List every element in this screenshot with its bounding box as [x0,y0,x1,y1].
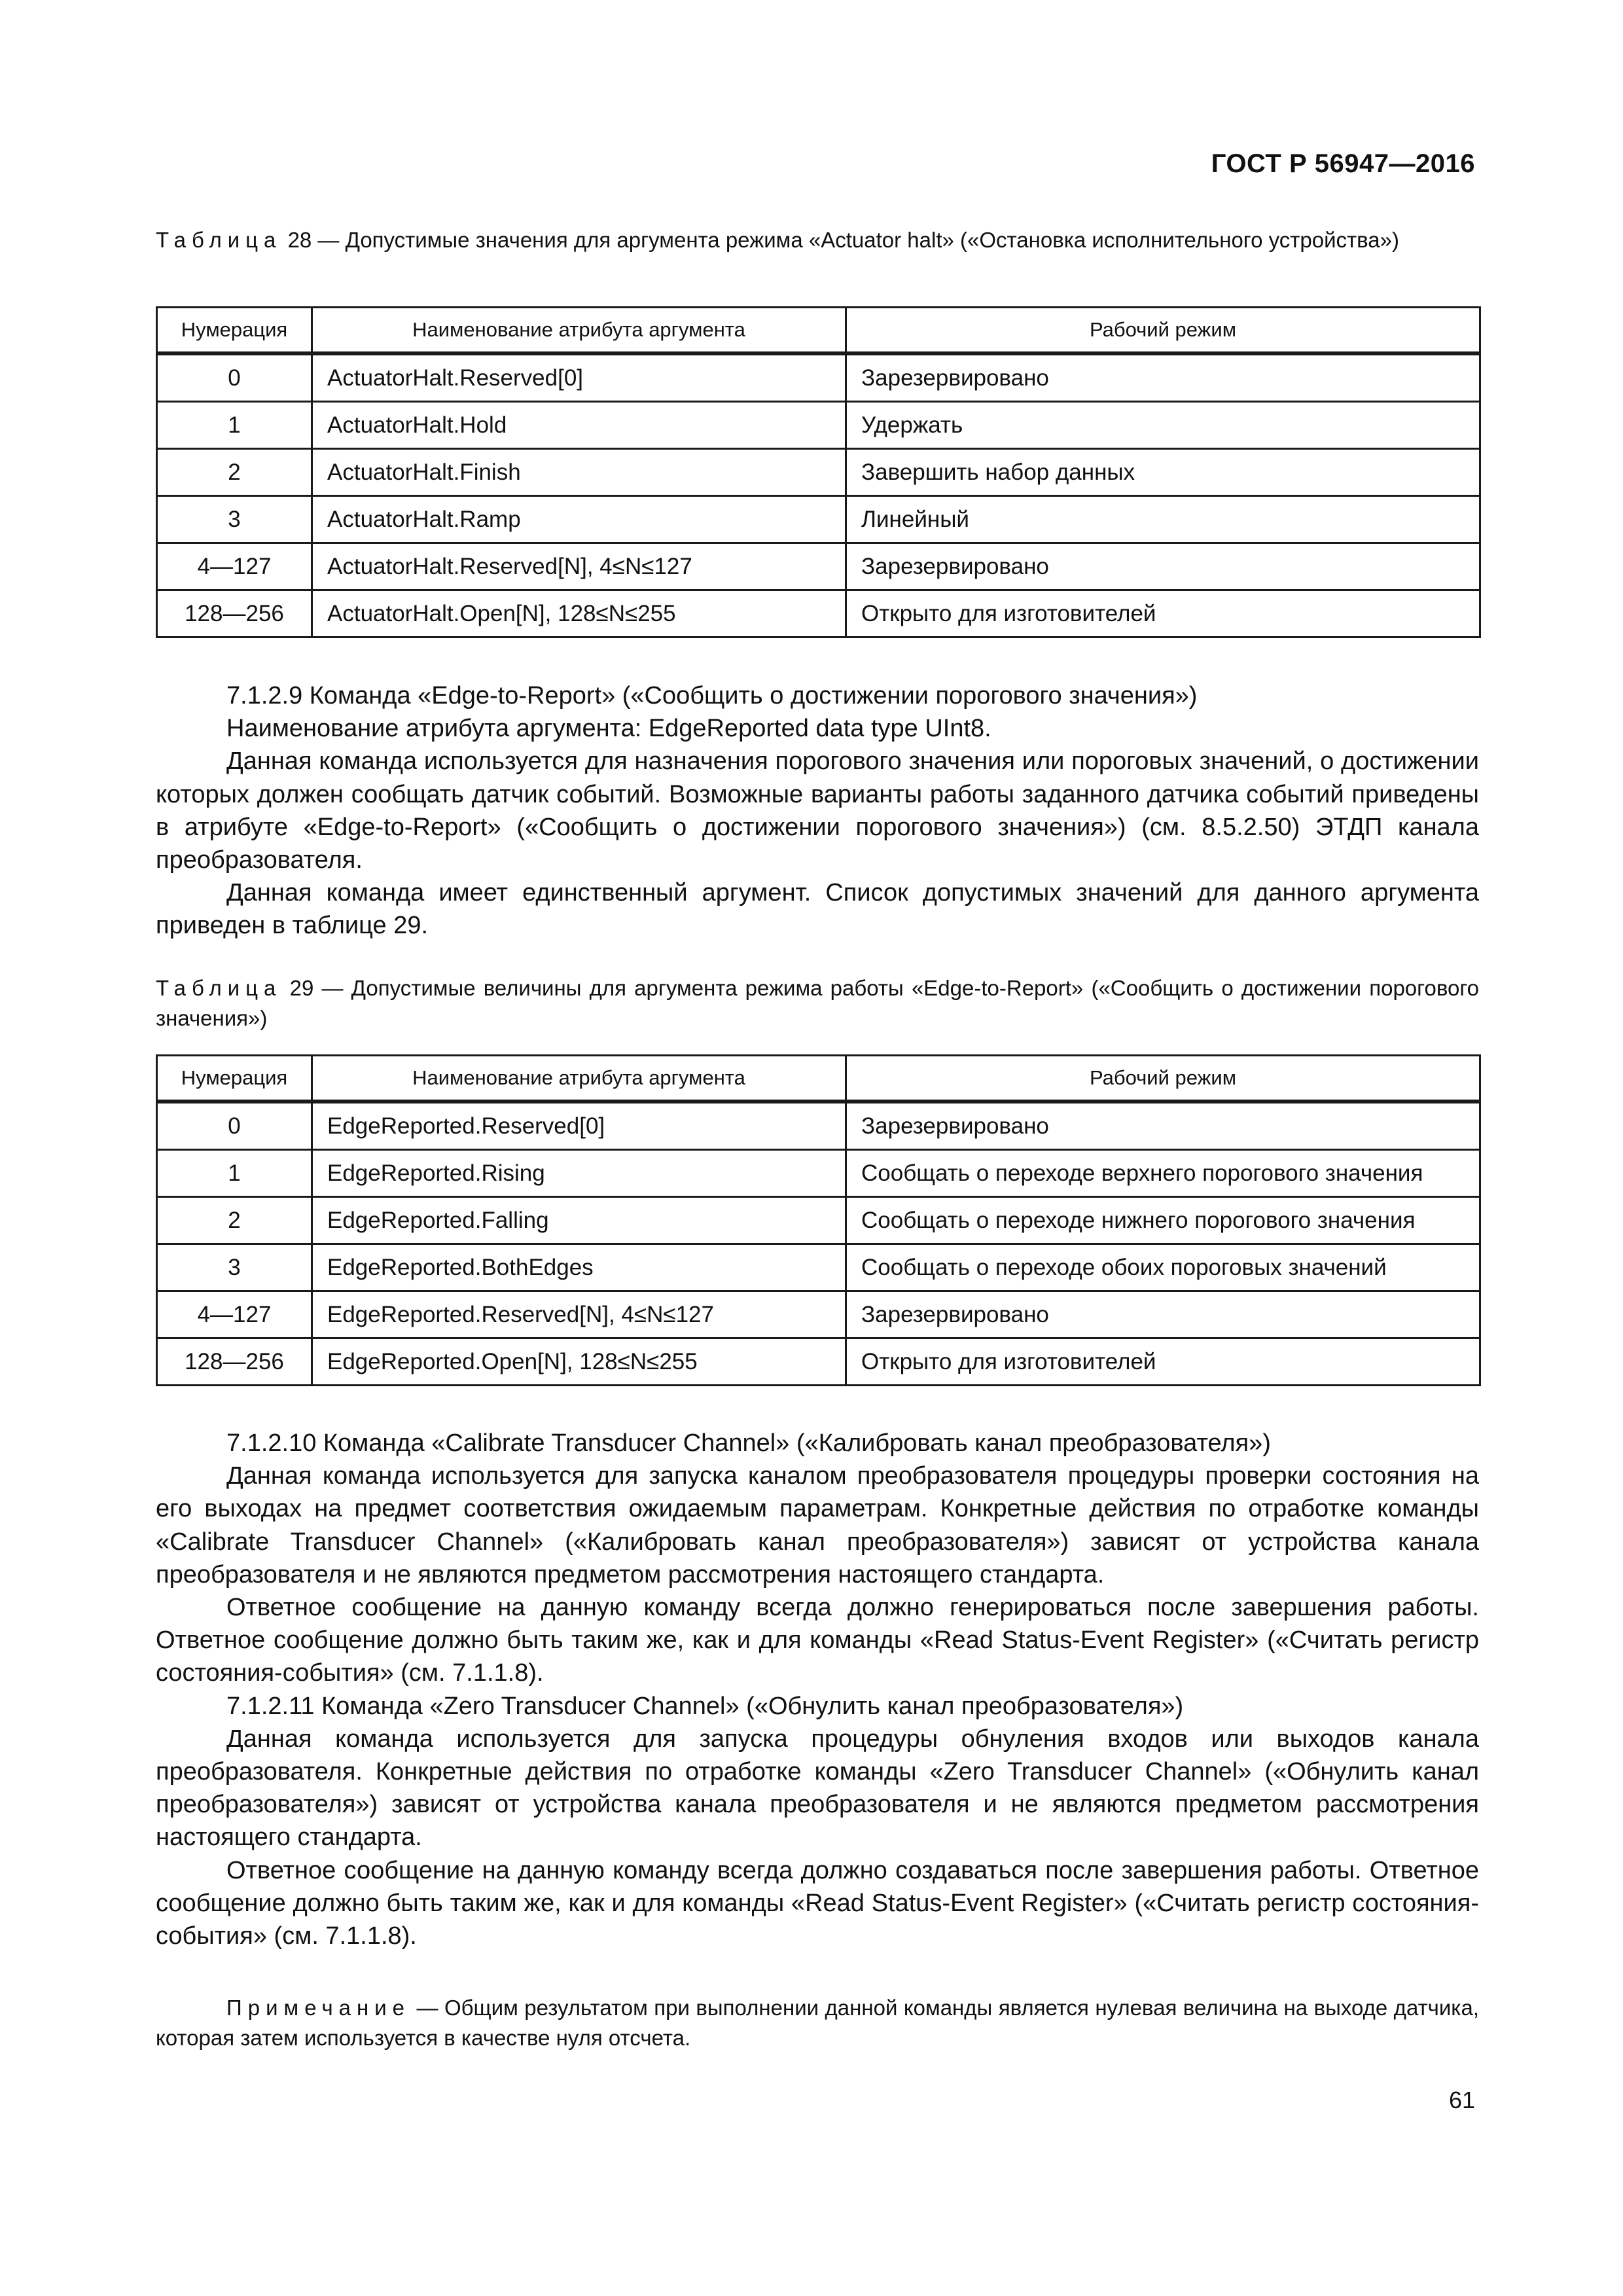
table-cell-attribute: EdgeReported.Falling [312,1197,846,1244]
table-cell-mode: Удержать [846,402,1480,449]
note-label: Примечание [226,1996,411,2020]
table29-caption-text: 29 — Допустимые величины для аргумента режима работы «Edge-to-Report» («Сообщить о достижении порогового значения») [156,976,1479,1030]
paragraph: Данная команда используется для запуска каналом преобразователя процедуры проверки состояния на его выходах на предмет соответствия ожидаемым параметрам. Конкретные действия по отработке команды «Calibrate Transducer Channel» («Калибровать канал преобразователя») зависят от устройства канала преобразователя и не являются предметом рассмотрения настоящего стандарта. [156,1462,1480,1588]
table-cell-mode: Завершить набор данных [846,449,1480,496]
table-cell-number: 0 [157,353,312,402]
table-row [157,1102,1480,1150]
table-cell-number: 3 [157,496,312,543]
table29 [156,1054,1481,1386]
section-heading: 7.1.2.10 Команда «Calibrate Transducer Channel» («Калибровать канал преобразователя») [226,1429,1271,1457]
table-cell-number: 128—256 [157,590,312,637]
table-row [157,496,1480,543]
table28-col-operating-mode: Рабочий режим [846,308,1480,354]
table-row [157,543,1480,590]
section-heading: 7.1.2.11 Команда «Zero Transducer Channel» («Обнулить канал преобразователя») [226,1692,1184,1720]
paragraph: Данная команда имеет единственный аргумент. Список допустимых значений для данного аргумента приведен в таблице 29. [156,879,1479,940]
table29-header-row [157,1056,1480,1102]
table-cell-mode: Зарезервировано [846,353,1480,402]
table-cell-number: 0 [157,1102,312,1150]
table-cell-number: 1 [157,1150,312,1197]
section-7-1-2-9 [156,679,1479,942]
page-number: 61 [1448,2087,1475,2113]
table-cell-attribute: ActuatorHalt.Hold [312,402,846,449]
table-row [157,1197,1480,1244]
table29-col-attribute-name: Наименование атрибута аргумента [312,1056,846,1102]
table-cell-attribute: ActuatorHalt.Finish [312,449,846,496]
paragraph: Данная команда используется для запуска процедуры обнуления входов или выходов канала преобразователя. Конкретные действия по отработке команды «Zero Transducer Channel» («Обнулить канал преобразователя») зависят от устройства канала преобразователя и не являются предметом рассмотрения настоящего стандарта. [156,1725,1479,1852]
table28-col-attribute-name: Наименование атрибута аргумента [312,308,846,354]
table29-col-operating-mode: Рабочий режим [846,1056,1480,1102]
paragraph: Наименование атрибута аргумента: EdgeReported data type UInt8. [226,715,991,743]
table-cell-mode: Сообщать о переходе нижнего порогового значения [846,1197,1480,1244]
paragraph: Ответное сообщение на данную команду всегда должно генерироваться после завершения работы. Ответное сообщение должно быть таким же, как и для команды «Read Status-Event Register» («Считать регистр состояния-события» (см. 7.1.1.8). [156,1594,1479,1687]
table-row [157,1338,1480,1386]
table29-caption [156,973,1479,1033]
table-cell-number: 3 [157,1244,312,1291]
table-cell-attribute: EdgeReported.BothEdges [312,1244,846,1291]
paragraph: Данная команда используется для назначения порогового значения или пороговых значений, о достижении которых должен сообщать датчик событий. Возможные варианты работы заданного датчика событий приведены в атрибуте «Edge-to-Report» («Сообщить о достижении порогового значения») (см. 8.5.2.50) ЭТДП канала преобразователя. [156,747,1479,874]
table-row [157,1150,1480,1197]
table28-caption-text: 28 — Допустимые значения для аргумента режима «Actuator halt» («Остановка исполнительного устройства») [287,228,1399,252]
table29-col-numbering: Нумерация [157,1056,312,1102]
note [156,1993,1479,2053]
table-cell-mode: Открыто для изготовителей [846,1338,1480,1386]
table-cell-attribute: EdgeReported.Reserved[0] [312,1102,846,1150]
table28-col-numbering: Нумерация [157,308,312,354]
table-cell-number: 1 [157,402,312,449]
table29-container [156,1054,1479,1386]
table-row [157,590,1480,637]
table-cell-attribute: ActuatorHalt.Ramp [312,496,846,543]
section-heading: 7.1.2.9 Команда «Edge-to-Report» («Сообщить о достижении порогового значения») [226,682,1198,709]
table-cell-number: 4—127 [157,543,312,590]
table-row [157,1244,1480,1291]
table-cell-number: 4—127 [157,1291,312,1338]
table-cell-attribute: ActuatorHalt.Reserved[0] [312,353,846,402]
table-row [157,402,1480,449]
table-cell-mode: Линейный [846,496,1480,543]
table-cell-attribute: EdgeReported.Rising [312,1150,846,1197]
table28 [156,306,1481,638]
table-cell-attribute: ActuatorHalt.Reserved[N], 4≤N≤127 [312,543,846,590]
table-cell-attribute: EdgeReported.Open[N], 128≤N≤255 [312,1338,846,1386]
table-cell-mode: Сообщать о переходе верхнего порогового значения [846,1150,1480,1197]
table-cell-mode: Сообщать о переходе обоих пороговых значений [846,1244,1480,1291]
standard-code-header: ГОСТ Р 56947—2016 [1211,149,1475,178]
table-cell-number: 128—256 [157,1338,312,1386]
table29-label: Таблица [156,976,282,1000]
table-row [157,449,1480,496]
section-7-1-2-10-and-11 [156,1427,1479,1952]
table-cell-mode: Зарезервировано [846,1102,1480,1150]
table-cell-mode: Открыто для изготовителей [846,590,1480,637]
table-cell-mode: Зарезервировано [846,1291,1480,1338]
table-cell-number: 2 [157,1197,312,1244]
table28-label: Таблица [156,228,282,252]
table28-caption [156,225,1479,255]
table-cell-attribute: ActuatorHalt.Open[N], 128≤N≤255 [312,590,846,637]
note-text: — Общим результатом при выполнении данной команды является нулевая величина на выходе датчика, которая затем используется в качестве нуля отсчета. [156,1996,1479,2050]
table-row [157,353,1480,402]
table-cell-mode: Зарезервировано [846,543,1480,590]
table-cell-number: 2 [157,449,312,496]
paragraph: Ответное сообщение на данную команду всегда должно создаваться после завершения работы. Ответное сообщение должно быть таким же, как и для команды «Read Status-Event Register» («Считать регистр состояния-события» (см. 7.1.1.8). [156,1856,1479,1950]
table-cell-attribute: EdgeReported.Reserved[N], 4≤N≤127 [312,1291,846,1338]
table-row [157,1291,1480,1338]
table28-container [156,306,1479,638]
table28-header-row [157,308,1480,354]
